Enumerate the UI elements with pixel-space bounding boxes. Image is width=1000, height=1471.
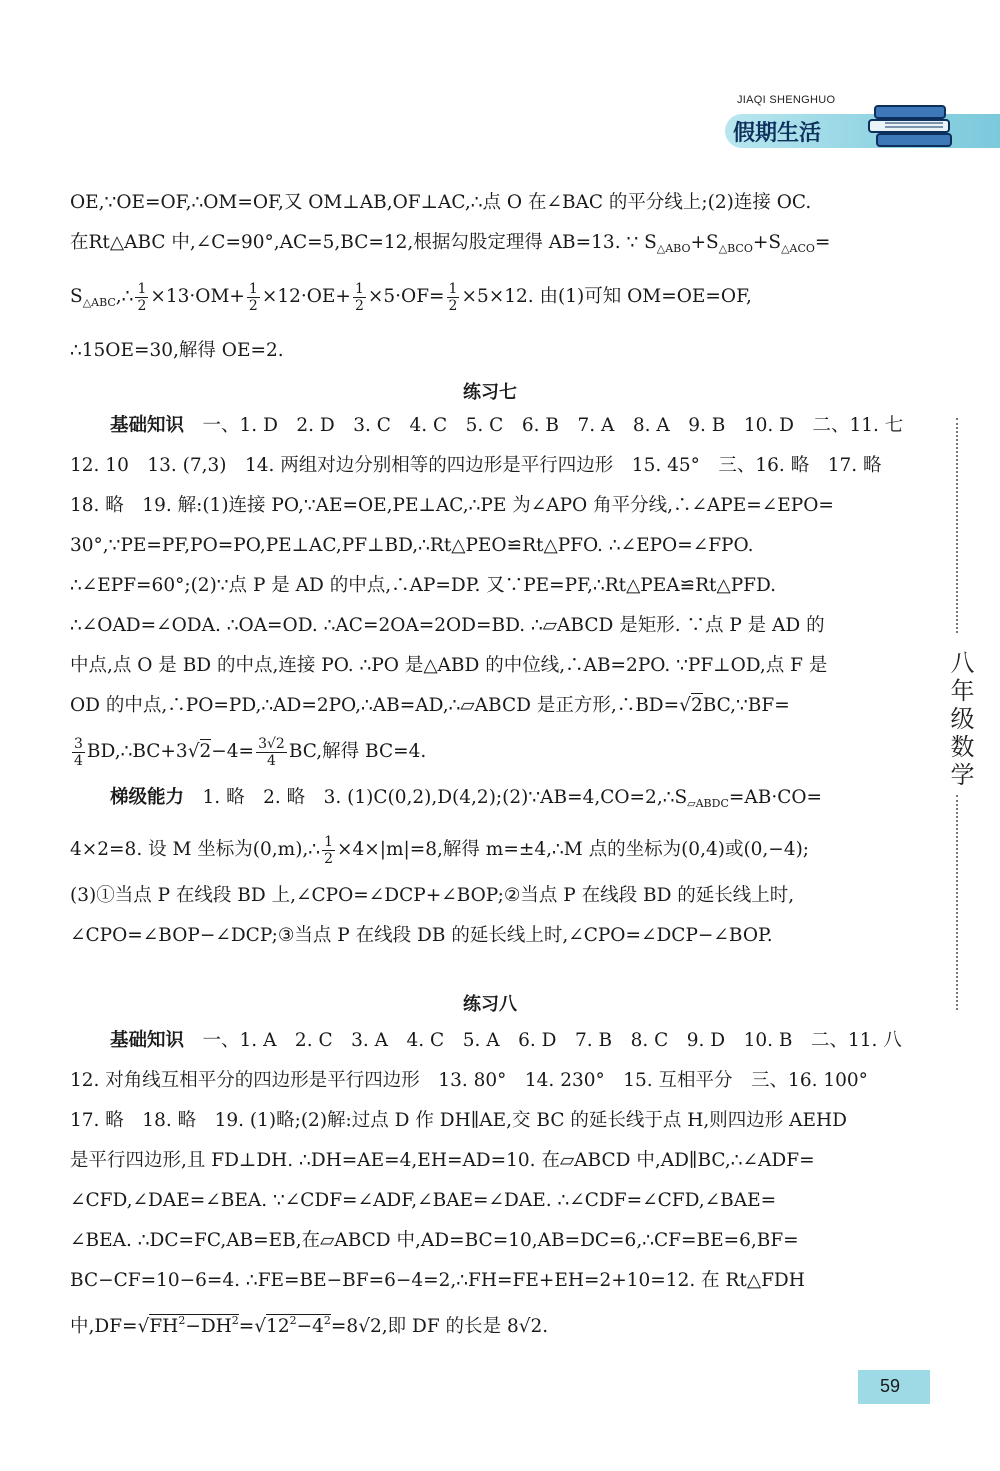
fraction: $\frac{1}{2}$: [137, 280, 147, 314]
text-line: ∴∠OAD=∠ODA. ∴OA=OD. ∴AC=2OA=2OD=BD. ∴▱ABCD 是矩形. ∵点 P 是 AD 的: [70, 615, 825, 636]
text-line: ∠CFD,∠DAE=∠BEA. ∵∠CDF=∠ADF,∠BAE=∠DAE. ∴∠CDF=∠CFD,∠BAE=: [70, 1190, 777, 1211]
text-line: OD 的中点,∴PO=PD,∴AD=2PO,∴AB=AD,∴▱ABCD 是正方形,∴BD=√2BC,∵BF=: [70, 695, 790, 716]
text-line: 基础知识 一、1. A 2. C 3. A 4. C 5. A 6. D 7. B 8. C 9. D 10. B 二、11. 八: [110, 1030, 902, 1051]
text-line: 12. 10 13. (7,3) 14. 两组对边分别相等的四边形是平行四边形 15. 45° 三、16. 略 17. 略: [70, 455, 882, 476]
section-title: 练习七: [463, 382, 517, 403]
section-label: 基础知识: [110, 1030, 185, 1051]
text-line: 基础知识 一、1. D 2. D 3. C 4. C 5. C 6. B 7. A 8. A 9. B 10. D 二、11. 七: [110, 415, 904, 436]
text-line: 梯级能力 1. 略 2. 略 3. $(1)C(0,2),D(4,2);(2)\because AB=4,CO=2,\therefore S_{▱ABDC}=AB\cdot CO=$: [110, 787, 823, 810]
side-dotted-line-top: [956, 418, 960, 633]
text-line: 在Rt△ABC 中,∠C=90°,AC=5,BC=12,根据勾股定理得 AB=13. ∵ $S_{\triangle ABO}+S_{\triangle BCO}+S_{\triangle ACO}=$: [70, 232, 831, 255]
fraction: $\frac{1}{2}$: [448, 280, 458, 314]
text-line: $S_{\triangle ABC},\therefore$ $\frac{1}{2}$ ×13·OM+ $\frac{1}{2}$ ×12·OE+ $\frac{1}{2}$ ×5·OF= $\frac{1}{2}$ ×5×12. 由(1)可知 OM=OE=OF,: [70, 280, 752, 314]
page-number: 59: [880, 1376, 901, 1396]
section-7-answers: [70, 406, 915, 956]
text-line: ∴∠EPF=60°;(2)∵点 P 是 AD 的中点,∴AP=DP. 又∵PE=PF,∴Rt△PEA≌Rt△PFD.: [70, 575, 777, 596]
section-label: 梯级能力: [110, 787, 185, 808]
fraction: $\frac{3√2}{4}$: [258, 735, 285, 769]
section-8-answers: [70, 1021, 915, 1347]
text-line: 12. 对角线互相平分的四边形是平行四边形 13. 80° 14. 230° 15. 互相平分 三、16. 100°: [70, 1070, 868, 1091]
section-label: 基础知识: [110, 415, 185, 436]
text-line: BC−CF=10−6=4. ∴FE=BE−BF=6−4=2,∴FH=FE+EH=2+10=12. 在 Rt△FDH: [70, 1270, 805, 1291]
text-line: 4×2=8. 设 M 坐标为(0,m),∴ $\frac{1}{2}$ ×4×|m|=8,解得 m=±4,∴M 点的坐标为(0,4)或(0,−4);: [70, 833, 810, 867]
text-line: ∴15OE=30,解得 OE=2.: [70, 340, 284, 361]
section-title: 练习八: [463, 994, 517, 1015]
side-grade-label: 八年级数学: [946, 650, 974, 790]
fraction: $\frac{1}{2}$: [248, 280, 258, 314]
top-answer-block: [70, 183, 915, 371]
text-line: ∠BEA. ∴DC=FC,AB=EB,在▱ABCD 中,AD=BC=10,AB=DC=6,∴CF=BE=6,BF=: [70, 1230, 799, 1251]
text-line: (3)①当点 P 在线段 BD 上,∠CPO=∠DCP+∠BOP;②当点 P 在线段 BD 的延长线上时,: [70, 885, 795, 906]
brand-english: JIAQI SHENGHUO: [737, 94, 836, 106]
fraction: $\frac{1}{2}$: [354, 280, 364, 314]
fraction: $\frac{3}{4}$: [74, 735, 83, 769]
text-line: 30°,∵PE=PF,PO=PO,PE⊥AC,PF⊥BD,∴Rt△PEO≌Rt△PFO. ∴∠EPO=∠FPO.: [70, 535, 754, 556]
fraction: $\frac{1}{2}$: [324, 833, 333, 867]
text-line: OE,∵OE=OF,∴OM=OF,又 OM⊥AB,OF⊥AC,∴点 O 在∠BAC 的平分线上;(2)连接 OC.: [70, 192, 812, 213]
text-line: 18. 略 19. 解:(1)连接 PO,∵AE=OE,PE⊥AC,∴PE 为∠APO 角平分线,∴∠APE=∠EPO=: [70, 495, 834, 516]
text-line: 17. 略 18. 略 19. (1)略;(2)解:过点 D 作 DH∥AE,交 BC 的延长线于点 H,则四边形 AEHD: [70, 1110, 847, 1131]
text-line: $\frac{3}{4}$ BD,∴BC+3√2−4= $\frac{3√2}{4}$ BC,解得 BC=4.: [74, 735, 427, 769]
text-line: ∠CPO=∠BOP−∠DCP;③当点 P 在线段 DB 的延长线上时,∠CPO=∠DCP−∠BOP.: [70, 925, 773, 946]
text-line: 中$,DF=√FH^2-DH^2=√12^2-4^2=8√2$,即 DF 的长是 8√2.: [70, 1314, 549, 1337]
header-brand: [725, 92, 1000, 162]
books-icon: [865, 92, 985, 160]
side-dotted-line-bottom: [956, 795, 960, 1010]
text-line: 中点,点 O 是 BD 的中点,连接 PO. ∴PO 是△ABD 的中位线,∴AB=2PO. ∵PF⊥OD,点 F 是: [70, 655, 828, 676]
text-line: 是平行四边形,且 FD⊥DH. ∴DH=AE=4,EH=AD=10. 在▱ABCD 中,AD∥BC,∴∠ADF=: [70, 1150, 815, 1171]
brand-title: 假期生活: [733, 121, 822, 146]
